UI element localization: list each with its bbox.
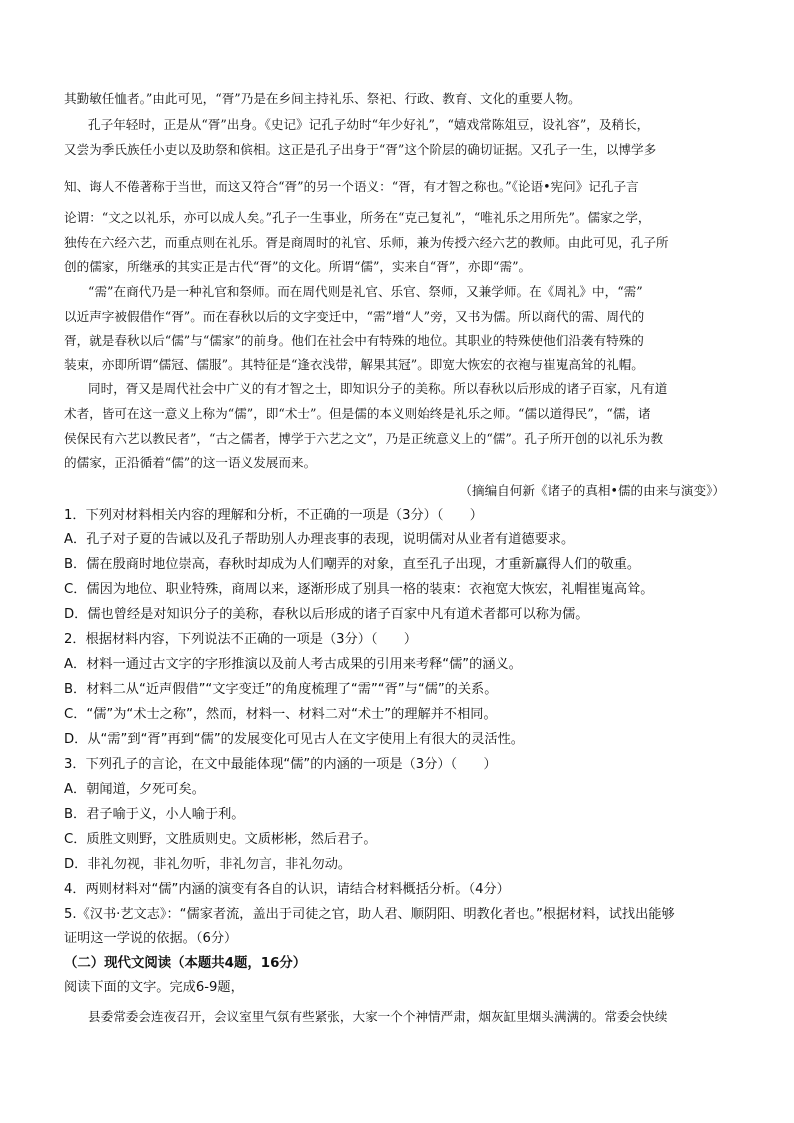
option-d: D．儒也曾经是对知识分子的美称，春秋以后形成的诸子百家中凡有道术者都可以称为儒。 xyxy=(64,607,589,622)
option-b: B．君子喻于义，小人喻于利。 xyxy=(64,807,245,822)
option-c: C．儒因为地位、职业特殊，商周以来，逐渐形成了别具一格的装束：衣袍宽大恢宏，礼帽崔嵬高耸。 xyxy=(64,582,654,597)
section-heading: （二）现代文阅读（本题共4题，16分） xyxy=(64,956,307,971)
passage-line: 论谓：“文之以礼乐，亦可以成人矣。”孔子一生事业，所务在“克己复礼”，“唯礼乐之用所先”。儒家之学， xyxy=(64,210,651,225)
section-instruction: 阅读下面的文字。完成6-9题， xyxy=(64,980,244,995)
story-first-line: 县委常委会连夜召开，会议室里气氛有些紧张，大家一个个神情严肃，烟灰缸里烟头满满的。常委会快续 xyxy=(88,1009,668,1024)
question-5-continued: 证明这一学说的依据。（6分） xyxy=(64,931,238,946)
option-d: D．非礼勿视，非礼勿听，非礼勿言，非礼勿动。 xyxy=(64,857,352,872)
question-2: 2．根据材料内容，下列说法不正确的一项是（3分）（ ） xyxy=(64,632,418,647)
passage-line: 其勤敏任恤者。”由此可见，“胥”乃是在乡间主持礼乐、祭祀、行政、教育、文化的重要人物。 xyxy=(64,91,581,106)
option-a: A．孔子对子夏的告诫以及孔子帮助别人办理丧事的表现，说明儒对从业者有道德要求。 xyxy=(64,532,575,547)
option-d: D．从“需”到“胥”再到“儒”的发展变化可见古人在文字使用上有很大的灵活性。 xyxy=(64,732,524,747)
passage-line: 知、诲人不倦著称于当世，而这又符合“胥”的另一个语义：“胥，有才智之称也。”《论语•宪问》记孔子言 xyxy=(64,179,639,194)
passage-line: 同时，胥又是周代社会中广义的有才智之士，即知识分子的美称。所以春秋以后形成的诸子百家，凡有道 xyxy=(88,381,668,396)
option-c: C．质胜文则野，文胜质则史。文质彬彬，然后君子。 xyxy=(64,832,377,847)
question-4: 4．两则材料对“儒”内涵的演变有各自的认识，请结合材料概括分析。（4分） xyxy=(64,882,510,897)
question-3: 3．下列孔子的言论，在文中最能体现“儒”的内涵的一项是（3分）（ ） xyxy=(64,757,497,772)
passage-line: 术者，皆可在这一意义上称为“儒”，即“术士”。但是儒的本义则始终是礼乐之师。“儒以道得民”，“儒，诸 xyxy=(64,406,651,421)
option-c: C．“儒”为“术士之称”，然而，材料一、材料二对“术士”的理解并不相同。 xyxy=(64,707,497,722)
passage-line: 侯保民有六艺以教民者”，“古之儒者，博学于六艺之文”，乃是正统意义上的“儒”。孔子所开创的以礼乐为教 xyxy=(64,431,663,446)
option-a: A．朝闻道，夕死可矣。 xyxy=(64,782,205,797)
passage-line: 孔子年轻时，正是从“胥”出身。《史记》记孔子幼时“年少好礼”，“嬉戏常陈俎豆，设礼容”，及稍长， xyxy=(88,117,650,132)
passage-line: 独传在六经六艺，而重点则在礼乐。胥是商周时的礼官、乐师，兼为传授六经六艺的教师。由此可见，孔子所 xyxy=(64,235,669,250)
passage-line: 胥，就是春秋以后“儒”与“儒家”的前身。他们在社会中有特殊的地位。其职业的特殊使他们沿袭有特殊的 xyxy=(64,333,644,348)
passage-line: 装束，亦即所谓“儒冠、儒服”。其特征是“逢衣浅带，解果其冠”。即宽大恢宏的衣袍与崔嵬高耸的礼帽。 xyxy=(64,357,644,372)
question-5: 5.《汉书·艺文志》：“儒家者流，盖出于司徒之官，助人君、顺阴阳、明教化者也。”根据材料，试找出能够 xyxy=(64,907,675,922)
question-1: 1．下列对材料相关内容的理解和分析，不正确的一项是（3分）（ ） xyxy=(64,508,483,523)
passage-line: “需”在商代乃是一种礼官和祭师。而在周代则是礼官、乐官、祭师，又兼学师。在《周礼》中，“需” xyxy=(88,284,643,299)
passage-line: 创的儒家，所继承的其实正是古代“胥”的文化。所谓“儒”，实来自“胥”，亦即“需”。 xyxy=(64,259,532,274)
passage-line: 的儒家，正沿循着“儒”的这一语义发展而来。 xyxy=(64,455,317,470)
passage-line: 以近声字被假借作“胥”。而在春秋以后的文字变迁中，“需”增“人”旁，又书为儒。所以商代的需、周代的 xyxy=(64,309,645,324)
option-a: A．材料一通过古文字的字形推演以及前人考古成果的引用来考释“儒”的涵义。 xyxy=(64,657,522,672)
passage-line: 又尝为季氏族任小吏以及助祭和傧相。这正是孔子出身于“胥”这个阶层的确切证据。又孔子一生，以博学多 xyxy=(64,142,657,157)
option-b: B．儒在殷商时地位崇高，春秋时却成为人们嘲弄的对象，直至孔子出现，才重新赢得人们的敬重。 xyxy=(64,557,641,572)
source-citation: （摘编自何新《诸子的真相•儒的由来与演变》） xyxy=(459,483,725,498)
option-b: B．材料二从“近声假借”“文字变迁”的角度梳理了“需”“胥”与“儒”的关系。 xyxy=(64,682,498,697)
